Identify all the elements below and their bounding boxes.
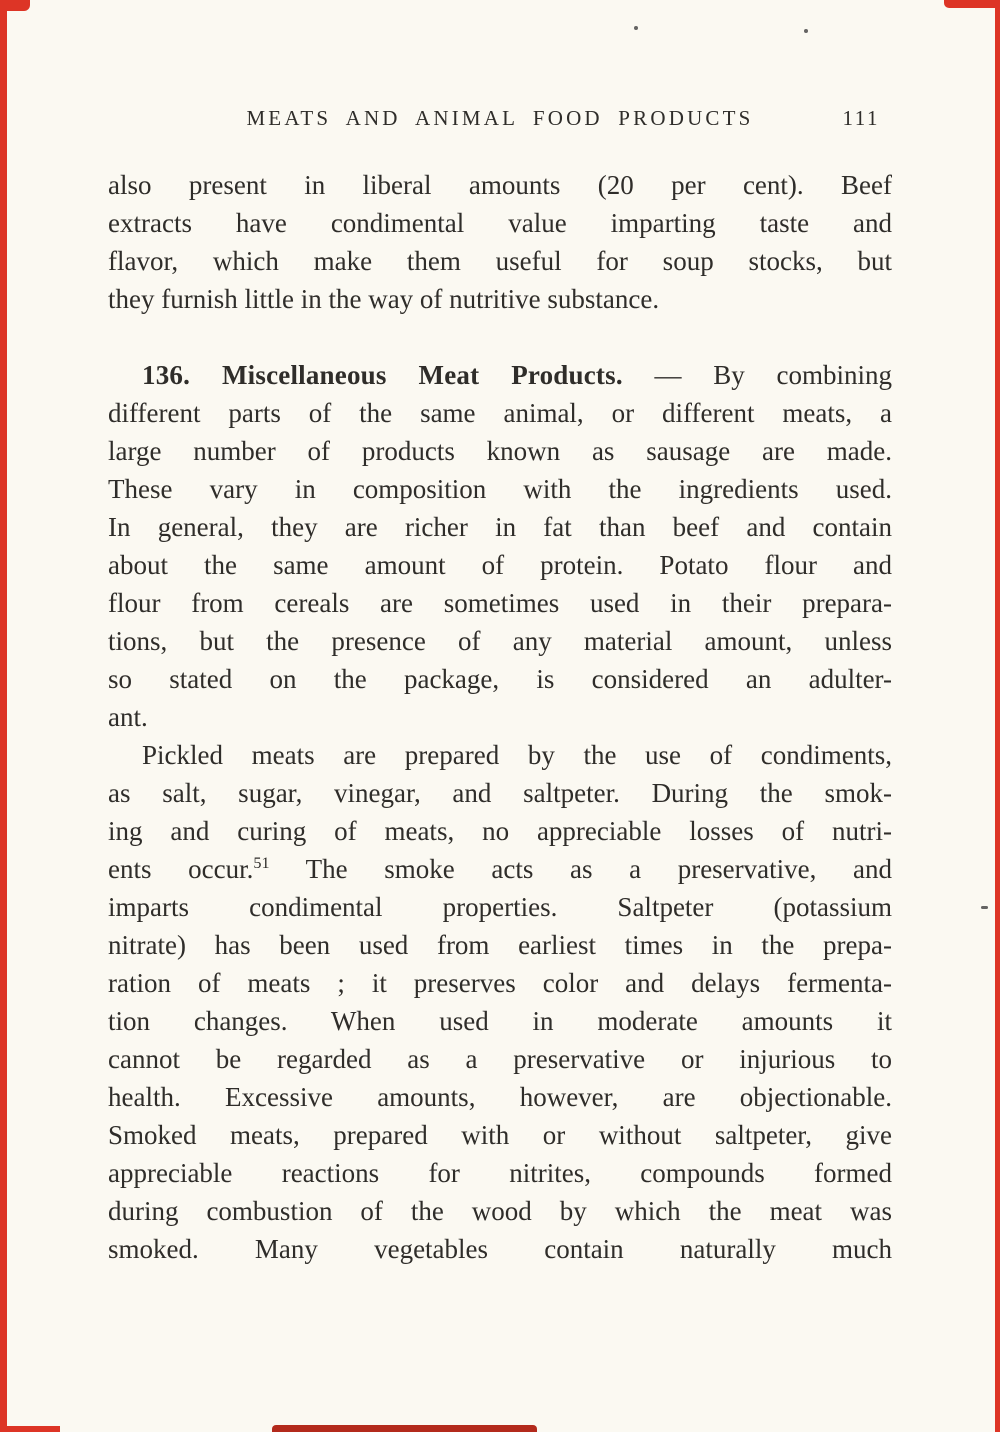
scan-artifact-left-edge (0, 0, 7, 1432)
scan-artifact-bottom-edge (272, 1425, 537, 1432)
page-number: 111 (842, 106, 880, 130)
text-line: smoked. Many vegetables contain naturally much (108, 1234, 892, 1264)
scan-artifact-right-edge (995, 0, 1000, 1432)
ink-speck (981, 906, 988, 909)
text-line: nitrate) has been used from earliest times in the prepa- (108, 930, 892, 960)
text-line: so stated on the package, is considered an adulter- (108, 664, 892, 694)
paragraph (108, 736, 892, 1268)
paragraph (108, 356, 892, 736)
text-line: ing and curing of meats, no appreciable losses of nutri- (108, 816, 892, 846)
text-line: ents occur.$^{51}$ The smoke acts as a preservative, and (108, 854, 892, 884)
text-line: during combustion of the wood by which the meat was (108, 1196, 892, 1226)
ink-speck (804, 29, 808, 33)
text-line: about the same amount of protein. Potato flour and (108, 550, 892, 580)
scan-artifact-bottom-left-corner (0, 1426, 60, 1432)
text-line: health. Excessive amounts, however, are objectionable. (108, 1082, 892, 1112)
scan-artifact-top-left-corner (0, 0, 30, 11)
text-line: imparts condimental properties. Saltpeter (potassium (108, 892, 892, 922)
text-line: These vary in composition with the ingredients used. (108, 474, 892, 504)
page-header (108, 104, 892, 134)
paragraph (108, 166, 892, 318)
text-line: they furnish little in the way of nutritive substance. (108, 284, 660, 314)
text-line: also present in liberal amounts (20 per cent). Beef (108, 170, 892, 200)
text-line: flour from cereals are sometimes used in their prepara- (108, 588, 892, 618)
text-line: tions, but the presence of any material amount, unless (108, 626, 892, 656)
running-title: MEATS AND ANIMAL FOOD PRODUCTS (246, 106, 754, 130)
text-line: ration of meats ; it preserves color and delays fermenta- (108, 968, 892, 998)
text-line: ant. (108, 702, 148, 732)
text-line: tion changes. When used in moderate amounts it (108, 1006, 892, 1036)
section-heading: 136. Miscellaneous Meat Products. (142, 360, 623, 390)
text-line: as salt, sugar, vinegar, and saltpeter. During the smok- (108, 778, 892, 808)
page-body (108, 166, 892, 1268)
text-line: flavor, which make them useful for soup stocks, but (108, 246, 892, 276)
footnote-reference: 51 (253, 854, 270, 872)
text-line: large number of products known as sausage are made. (108, 436, 892, 466)
text-line: different parts of the same animal, or different meats, a (108, 398, 892, 428)
text-line: Pickled meats are prepared by the use of condiments, (142, 740, 892, 770)
ink-speck (634, 26, 638, 30)
text-line: extracts have condimental value imparting taste and (108, 208, 892, 238)
text-line: cannot be regarded as a preservative or injurious to (108, 1044, 892, 1074)
text-line: appreciable reactions for nitrites, compounds formed (108, 1158, 892, 1188)
text-line: Smoked meats, prepared with or without saltpeter, give (108, 1120, 892, 1150)
text-line: In general, they are richer in fat than beef and contain (108, 512, 892, 542)
scan-artifact-top-right-corner (944, 0, 1000, 8)
text-line: 136. Miscellaneous Meat Products. — By combining (142, 360, 892, 390)
